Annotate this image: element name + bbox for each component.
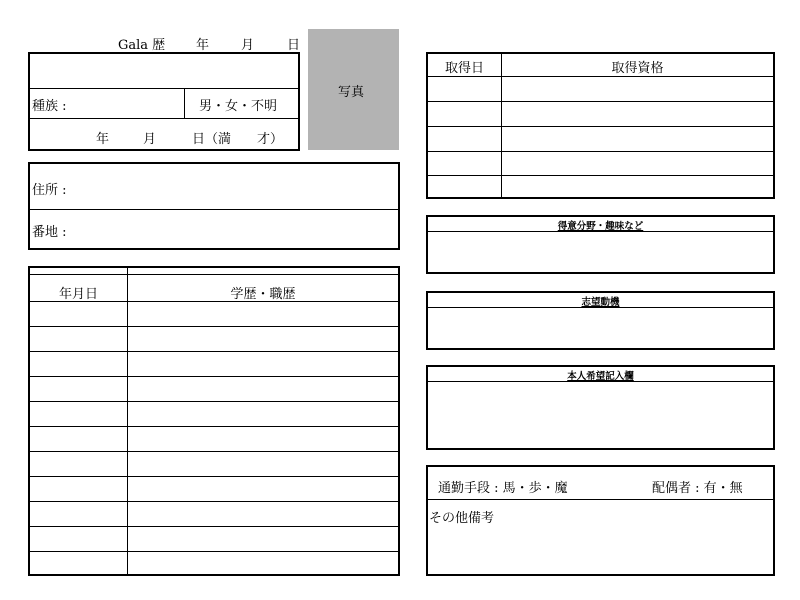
remarks-label: その他備考 (429, 511, 495, 526)
header-month-label: 月 (241, 38, 255, 53)
photo-label: 写真 (338, 85, 365, 100)
address-label: 住所 : (32, 183, 67, 198)
personal-request-header: 本人希望記入欄 (567, 371, 634, 382)
header-day-label: 日 (287, 38, 301, 53)
header-year-label: 年 (196, 38, 210, 53)
motivation-header: 志望動機 (581, 297, 620, 308)
photo-area[interactable] (308, 29, 399, 150)
lot-field[interactable] (70, 210, 398, 248)
personal-request-box[interactable] (426, 365, 775, 450)
remarks-field[interactable] (428, 527, 773, 574)
qualification-table (426, 52, 775, 199)
birth-year-label: 年 (96, 132, 110, 147)
history-date-header: 年月日 (58, 287, 98, 302)
birth-month-label: 月 (143, 132, 157, 147)
history-table (28, 266, 400, 576)
species-field[interactable] (80, 89, 190, 118)
name-field[interactable] (30, 54, 298, 88)
specialty-box[interactable] (426, 215, 775, 274)
qualification-date-header: 取得日 (444, 61, 484, 76)
gender-options[interactable]: 男・女・不明 (199, 99, 278, 114)
calendar-era-label: Gala 歴 (118, 38, 166, 53)
spouse-options[interactable]: 配偶者 : 有・無 (652, 481, 743, 496)
birth-day-age-label: 日（満 才） (192, 132, 284, 147)
commute-remarks-box (426, 465, 775, 576)
history-career-header: 学歴・職歴 (230, 287, 296, 302)
address-box (28, 162, 400, 250)
motivation-box[interactable] (426, 291, 775, 350)
address-field[interactable] (70, 164, 398, 209)
specialty-header: 得意分野・趣味など (557, 221, 644, 232)
qualification-title-header: 取得資格 (611, 61, 664, 76)
profile-box (28, 52, 300, 151)
lot-label: 番地 : (32, 225, 67, 240)
commute-options[interactable]: 通勤手段 : 馬・歩・魔 (438, 481, 568, 496)
species-label: 種族 : (32, 99, 67, 114)
